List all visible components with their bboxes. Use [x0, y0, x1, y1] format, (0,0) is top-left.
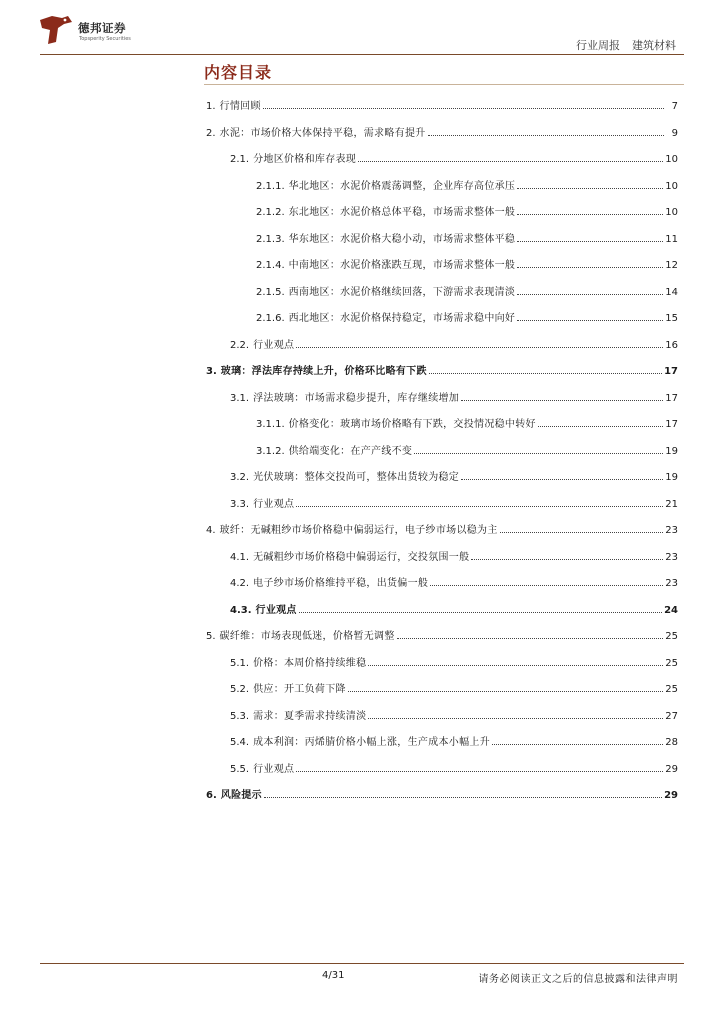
toc-entry[interactable]: 2.1.3. 华东地区：水泥价格大稳小动，市场需求整体平稳 11 — [256, 234, 678, 245]
toc-entry[interactable]: 5.3. 需求：夏季需求持续清淡 27 — [230, 711, 678, 722]
toc-entry[interactable]: 3.2. 光伏玻璃：整体交投尚可，整体出货较为稳定 19 — [230, 472, 678, 483]
report-category-header — [576, 37, 676, 53]
toc-entry[interactable]: 5.4. 成本利润：丙烯腈价格小幅上涨，生产成本小幅上升 28 — [230, 737, 678, 748]
toc-entry[interactable]: 2.2. 行业观点 16 — [230, 340, 678, 351]
toc-entry[interactable]: 2.1.2. 东北地区：水泥价格总体平稳，市场需求整体一般 10 — [256, 207, 678, 218]
toc-entry[interactable]: 4.1. 无碱粗纱市场价格稳中偏弱运行，交投氛围一般 23 — [230, 552, 678, 563]
logo-chinese-name: 德邦证券 — [78, 21, 126, 35]
toc-title: 内容目录 — [204, 63, 273, 82]
report-type: 行业周报 — [576, 39, 620, 52]
industry-name: 建筑材料 — [632, 39, 676, 52]
toc-entry[interactable]: 1. 行情回顾 7 — [206, 101, 678, 112]
logo-icon — [38, 14, 74, 46]
toc-entry[interactable]: 2.1.5. 西南地区：水泥价格继续回落，下游需求表现清淡 14 — [256, 287, 678, 298]
toc-entry[interactable]: 5. 碳纤维：市场表现低迷，价格暂无调整 25 — [206, 631, 678, 642]
toc-entry[interactable]: 3.1. 浮法玻璃：市场需求稳步提升，库存继续增加 17 — [230, 393, 678, 404]
header-divider — [40, 54, 684, 55]
legal-disclaimer: 请务必阅读正文之后的信息披露和法律声明 — [478, 974, 678, 985]
toc-entry[interactable]: 4.3. 行业观点 24 — [230, 605, 678, 616]
toc-entry[interactable]: 3.1.2. 供给端变化：在产产线不变 19 — [256, 446, 678, 457]
toc-entry[interactable]: 5.2. 供应：开工负荷下降 25 — [230, 684, 678, 695]
page-number: 4/31 — [322, 970, 345, 981]
toc-entry[interactable]: 2.1. 分地区价格和库存表现 10 — [230, 154, 678, 165]
toc-entry[interactable]: 2. 水泥：市场价格大体保持平稳，需求略有提升 9 — [206, 128, 678, 139]
toc-entry[interactable]: 2.1.4. 中南地区：水泥价格涨跌互现，市场需求整体一般 12 — [256, 260, 678, 271]
toc-entry[interactable]: 3.1.1. 价格变化：玻璃市场价格略有下跌，交投情况稳中转好 17 — [256, 419, 678, 430]
toc-title-divider — [204, 84, 684, 85]
toc-entry[interactable]: 2.1.6. 西北地区：水泥价格保持稳定，市场需求稳中向好 15 — [256, 313, 678, 324]
toc-entry[interactable]: 3.3. 行业观点 21 — [230, 499, 678, 510]
toc-entry[interactable]: 4. 玻纤：无碱粗纱市场价格稳中偏弱运行，电子纱市场以稳为主 23 — [206, 525, 678, 536]
toc-entry[interactable]: 2.1.1. 华北地区：水泥价格震荡调整，企业库存高位承压 10 — [256, 181, 678, 192]
logo-english-name: Topsperity Securities — [79, 36, 131, 42]
toc-entry[interactable]: 5.1. 价格：本周价格持续维稳 25 — [230, 658, 678, 669]
company-logo — [38, 14, 148, 50]
toc-entry[interactable]: 4.2. 电子纱市场价格维持平稳，出货偏一般 23 — [230, 578, 678, 589]
toc-entry[interactable]: 3. 玻璃：浮法库存持续上升，价格环比略有下跌 17 — [206, 366, 678, 377]
toc-entry[interactable]: 6. 风险提示 29 — [206, 790, 678, 801]
toc-entry[interactable]: 5.5. 行业观点 29 — [230, 764, 678, 775]
footer-divider — [40, 963, 684, 964]
